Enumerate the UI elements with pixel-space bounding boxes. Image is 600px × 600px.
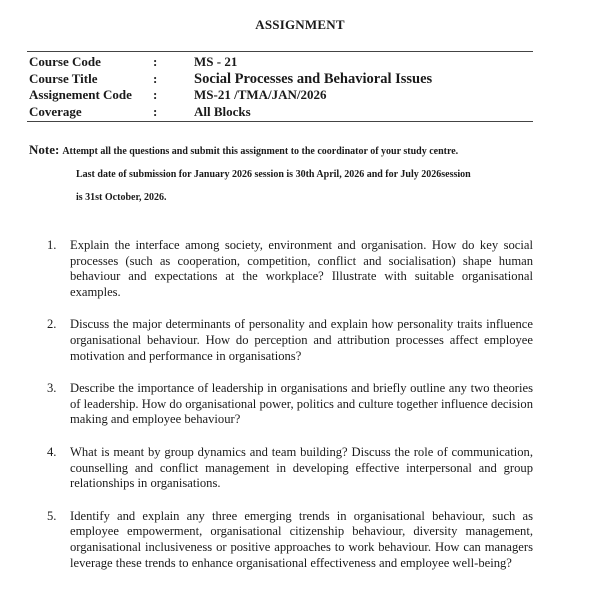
question-list — [47, 238, 533, 588]
coverage-value: All Blocks — [194, 103, 251, 119]
document-title: ASSIGNMENT — [255, 17, 345, 32]
assignment-code-row — [29, 87, 533, 104]
note-line-1: Attempt all the questions and submit this assignment to the coordinator of your study centre. — [62, 146, 459, 157]
assignment-code-value: MS-21 /TMA/JAN/2026 — [194, 87, 327, 102]
header-top-rule — [27, 51, 533, 52]
course-code-label: Course Code — [29, 54, 101, 69]
question-number: 4. — [47, 444, 57, 459]
question-number: 1. — [47, 238, 57, 252]
course-code-value: MS - 21 — [194, 54, 238, 69]
question-text: Identify and explain any three emerging trends in organisational behaviour, such as employee empowerment, organisational citizenship behaviour, diversity management, organisational inclusiveness or positive approaches to work behaviour. How can managers leverage these trends to enhance organisational effectiveness and employee well-being? — [70, 508, 533, 570]
question-number: 2. — [47, 317, 57, 332]
question-item — [47, 445, 533, 492]
question-item — [47, 509, 533, 571]
coverage-label: Coverage — [29, 103, 82, 119]
course-title-colon: : — [153, 70, 158, 86]
assignment-code-label: Assignement Code — [29, 87, 132, 102]
course-title-value: Social Processes and Behavioral Issues — [194, 70, 433, 87]
note-label: Note: — [29, 142, 60, 157]
course-title-label: Course Title — [29, 70, 98, 86]
question-item — [47, 238, 533, 300]
coverage-colon: : — [153, 103, 158, 119]
assignment-code-colon: : — [153, 87, 158, 102]
course-code-row — [29, 54, 533, 71]
submission-note — [29, 138, 539, 209]
question-text: Discuss the major determinants of personality and explain how personality traits influence organisational behaviour. How do perception and attribution processes affect employee motivation and performance in organisations? — [70, 317, 533, 363]
course-title-row — [29, 71, 533, 88]
question-text: Explain the interface among society, environment and organisation. How do key social processes (such as cooperation, competition, conflict and socialisation) shape human behaviour and expectations at the workplace? Illustrate with suitable organisational examples. — [70, 238, 533, 299]
note-line-2: Last date of submission for January 2026 session is 30th April, 2026 and for July 2026session — [76, 169, 471, 180]
header-bottom-rule — [27, 121, 533, 122]
question-number: 3. — [47, 381, 57, 396]
course-details — [29, 54, 533, 120]
question-item — [47, 381, 533, 428]
course-code-colon: : — [153, 54, 158, 69]
question-number: 5. — [47, 508, 57, 523]
coverage-row — [29, 104, 533, 121]
question-item — [47, 317, 533, 364]
question-text: Describe the importance of leadership in organisations and briefly outline any two theories of leadership. How do organisational power, politics and culture together influence decision making and employee behaviour? — [70, 381, 533, 427]
note-line-3: is 31st October, 2026. — [76, 192, 167, 203]
question-text: What is meant by group dynamics and team building? Discuss the role of communication, counselling and conflict management in developing effective interpersonal and group relationships in organisations. — [70, 444, 533, 491]
